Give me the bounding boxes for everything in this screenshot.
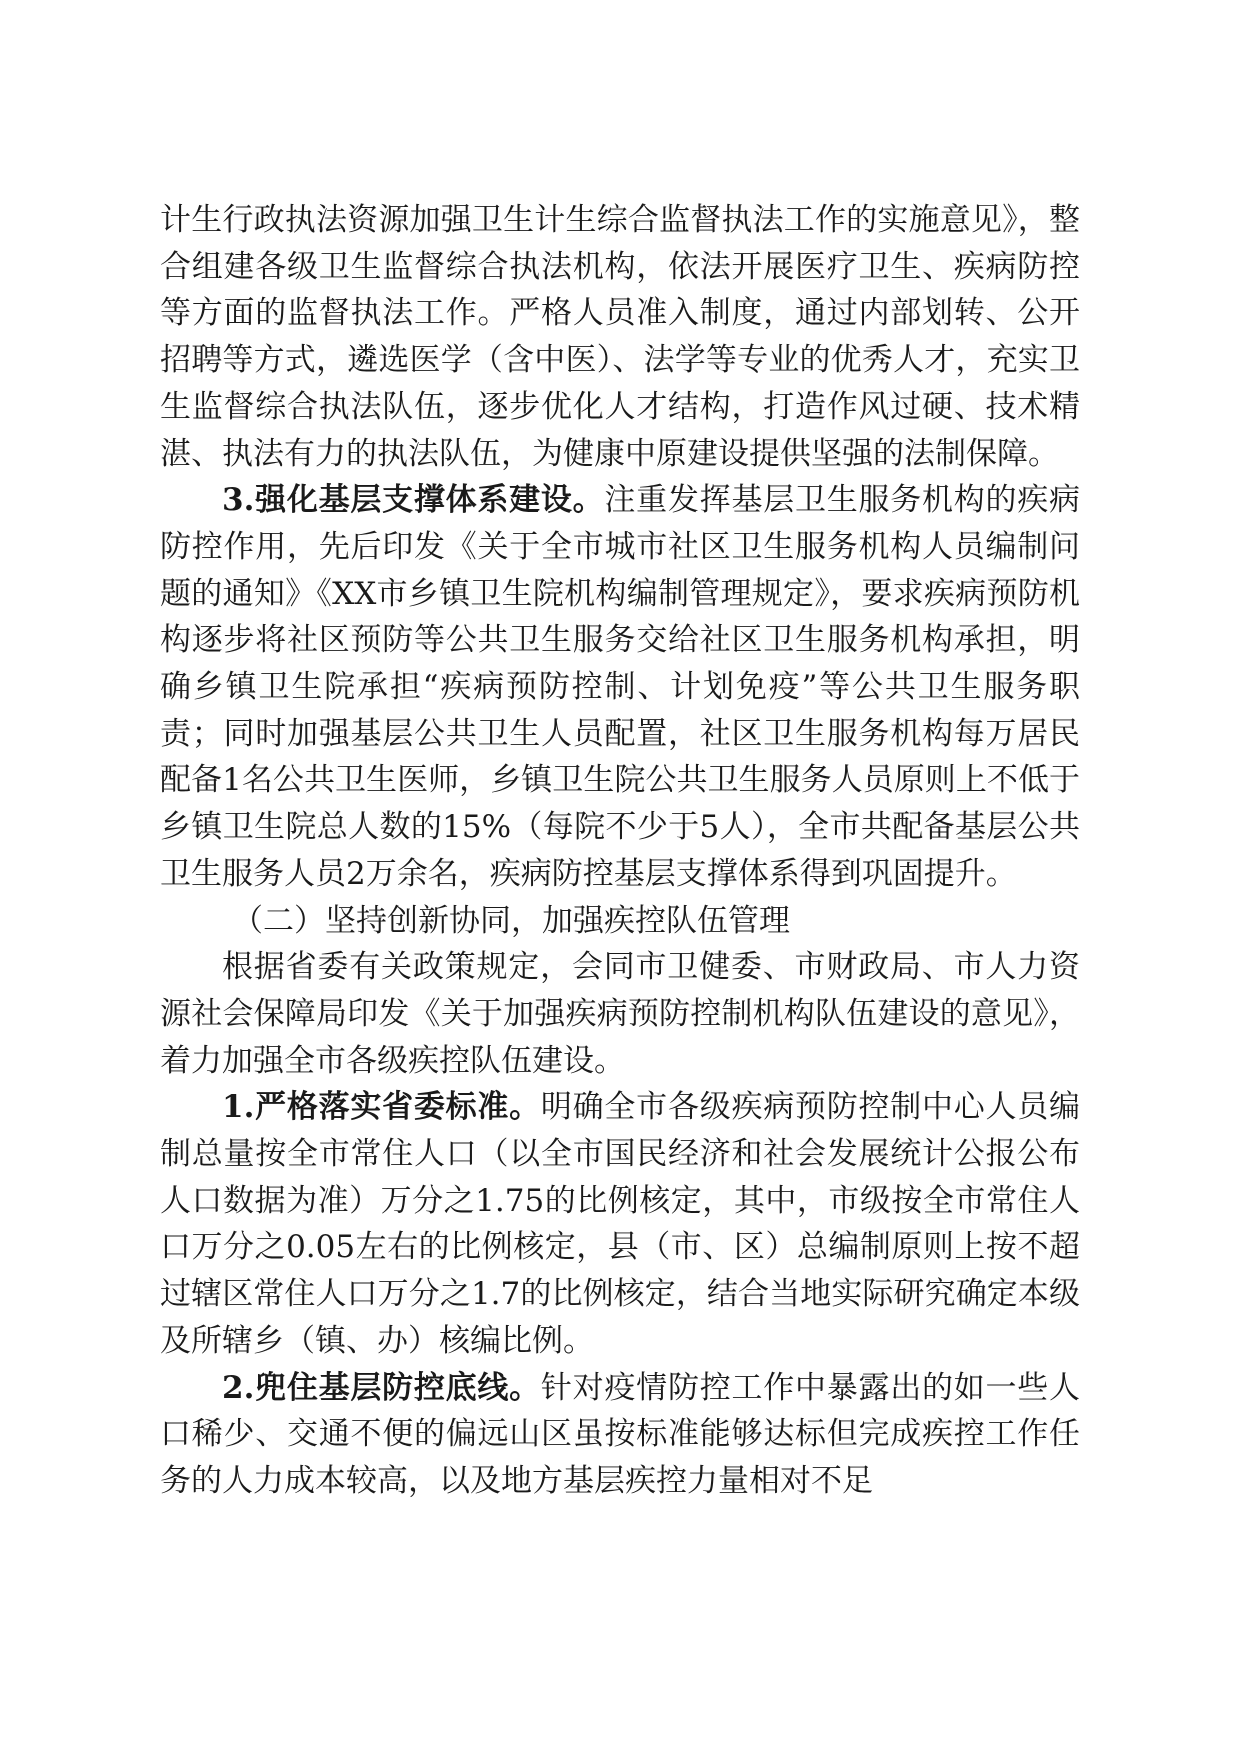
section-title: （二）坚持创新协同，加强疾控队伍管理 <box>232 902 790 939</box>
paragraph-4 <box>160 1084 1080 1364</box>
paragraph-2-body: 注重发挥基层卫生服务机构的疾病防控作用，先后印发《关于全市城市社区卫生服务机构人员编制问题的通知》《XX市乡镇卫生院机构编制管理规定》，要求疾病预防机构逐步将社区预防等公共卫生服务交给社区卫生服务机构承担，明确乡镇卫生院承担“疾病预防控制、计划免疫”等公共卫生服务职责；同时加强基层公共卫生人员配置，社区卫生服务机构每万居民配备1名公共卫生医师，乡镇卫生院公共卫生服务人员原则上不低于乡镇卫生院总人数的15%（每院不少于5人），全市共配备基层公共卫生服务人员2万余名，疾病防控基层支撑体系得到巩固提升。 <box>160 482 1080 892</box>
paragraph-3: 根据省委有关政策规定，会同市卫健委、市财政局、市人力资源社会保障局印发《关于加强疾病预防控制机构队伍建设的意见》，着力加强全市各级疾控队伍建设。 <box>160 949 1080 1079</box>
paragraph-5-body: 针对疫情防控工作中暴露出的如一些人口稀少、交通不便的偏远山区虽按标准能够达标但完成疾控工作任务的人力成本较高，以及地方基层疾控力量相对不足 <box>160 1369 1080 1499</box>
paragraph-4-body: 明确全市各级疾病预防控制中心人员编制总量按全市常住人口（以全市国民经济和社会发展统计公报公布人口数据为准）万分之1.75的比例核定，其中，市级按全市常住人口万分之0.05左右的比例核定，县（市、区）总编制原则上按不超过辖区常住人口万分之1.7的比例核定，结合当地实际研究确定本级及所辖乡（镇、办）核编比例。 <box>160 1089 1080 1359</box>
paragraph-2 <box>160 477 1080 897</box>
paragraph-5 <box>160 1365 1080 1505</box>
paragraph-1: 计生行政执法资源加强卫生计生综合监督执法工作的实施意见》，整合组建各级卫生监督综合执法机构，依法开展医疗卫生、疾病防控等方面的监督执法工作。严格人员准入制度，通过内部划转、公开招聘等方式，遴选医学（含中医）、法学等专业的优秀人才，充实卫生监督综合执法队伍，逐步优化人才结构，打造作风过硬、技术精湛、执法有力的执法队伍，为健康中原建设提供坚强的法制保障。 <box>160 202 1080 472</box>
document-page <box>160 197 1080 1505</box>
paragraph-4-heading: 1.严格落实省委标准。 <box>222 1089 541 1126</box>
paragraph-2-heading: 3.强化基层支撑体系建设。 <box>222 482 605 519</box>
paragraph-5-heading: 2.兜住基层防控底线。 <box>222 1369 541 1406</box>
